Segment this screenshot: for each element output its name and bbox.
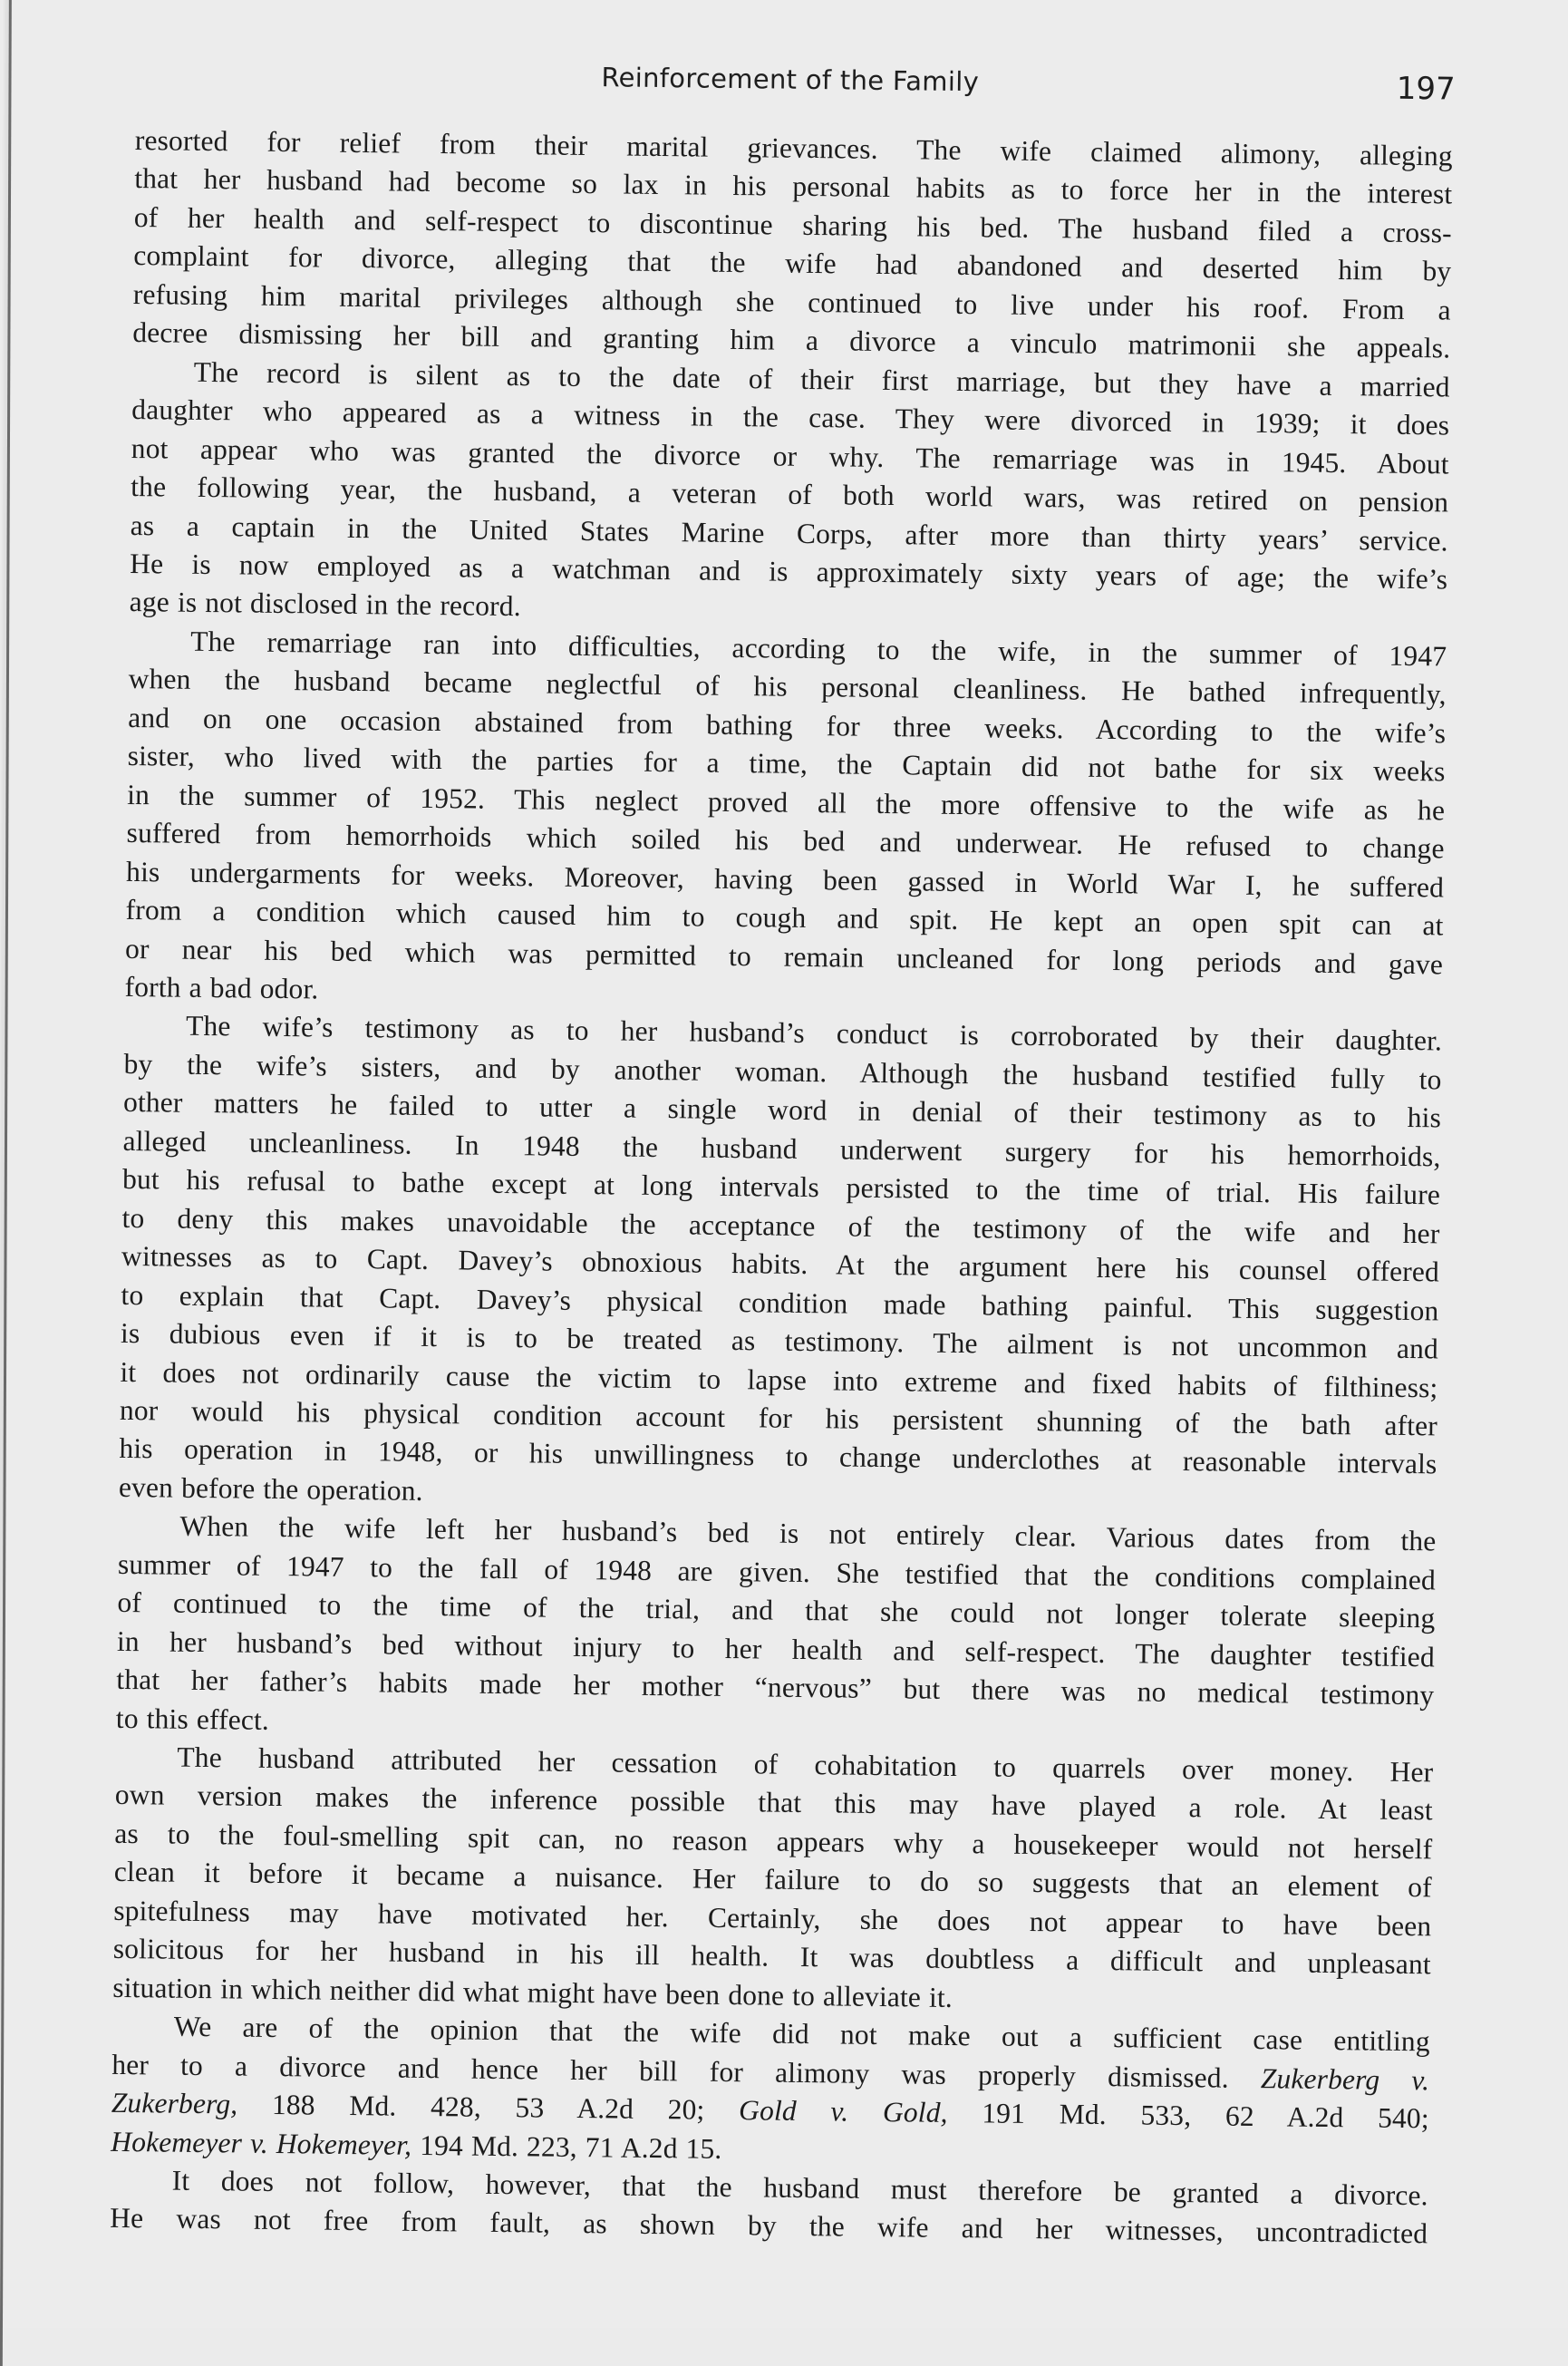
text-line: The wife’s testimony as to her husband’s conduct is corroborated by their daughter. [185, 1010, 1443, 1057]
text-line: that her father’s habits made her mother “nervous” but there was no medical testimony [116, 1663, 1435, 1711]
text-line: in her husband’s bed without injury to her health and self-respect. The daughter testified [116, 1624, 1436, 1673]
text-run: 194 Md. 223, 71 A.2d 15. [411, 2128, 722, 2165]
page-content [110, 56, 1454, 2254]
text-line: of continued to the time of the trial, and that she could not longer tolerate sleeping [117, 1586, 1436, 1634]
text-line: summer of 1947 to the fall of 1948 are given. She testified that the conditions complained [117, 1547, 1437, 1596]
text-line: forth a bad odor. [124, 970, 319, 1005]
text-line: suffered from hemorrhoids which soiled his bed and underwear. He refused to change [126, 817, 1445, 865]
text-line: as a captain in the United States Marine Corps, after more than thirty years’ service. [130, 509, 1448, 558]
text-line: resorted for relief from their marital grievances. The wife claimed alimony, alleging [134, 123, 1453, 172]
text-run: 191 Md. 533, 62 A.2d 540; [947, 2097, 1429, 2135]
text-line: of her health and self-respect to discontinue sharing his bed. The husband filed a cross- [133, 200, 1452, 249]
text-line: He is now employed as a watchman and is approximately sixty years of age; the wife’s [130, 547, 1448, 596]
text-line: and on one occasion abstained from bathing for three weeks. According to the wife’s [128, 701, 1447, 750]
text-line: the following year, the husband, a veteran of both world wars, was retired on pension [131, 470, 1449, 519]
text-line: but his refusal to bathe except at long intervals persisted to the time of trial. His failure [121, 1163, 1441, 1211]
text-line: other matters he failed to utter a single word in denial of their testimony as to his [122, 1086, 1442, 1134]
paragraph [124, 622, 1447, 1023]
text-line: solicitous for her husband in his ill health. It was doubtless a difficult and unpleasant [112, 1933, 1431, 1981]
paragraph [132, 121, 1453, 368]
text-line: The husband attributed her cessation of cohabitation to quarrels over money. Her [177, 1741, 1434, 1789]
text-line: decree dismissing her bill and granting him a divorce a vinculo matrimonii she appeals. [132, 316, 1451, 364]
case-citation-gold: Gold v. Gold, [738, 2094, 948, 2129]
text-line: his operation in 1948, or his unwillingness to change underclothes at reasonable intervals [119, 1432, 1437, 1480]
text-line: when the husband became neglectful of his personal cleanliness. He bathed infrequently, [128, 663, 1447, 711]
case-citation-zukerberg: Zukerberg v. [1260, 2061, 1430, 2097]
text-line: refusing him marital privileges although she continued to live under his roof. From a [132, 277, 1451, 326]
paragraph [129, 353, 1449, 638]
text-line: even before the operation. [118, 1470, 423, 1507]
case-citation-zukerberg: Zukerberg, [111, 2086, 238, 2120]
paragraph [112, 1738, 1433, 2023]
text-line: nor would his physical condition account for his persistent shunning of the bath after [119, 1393, 1438, 1442]
text-line: witnesses as to Capt. Davey’s obnoxious habits. At the argument here his counsel offered [121, 1240, 1440, 1288]
case-citation-hokemeyer: Hokemeyer v. Hokemeyer, [111, 2125, 412, 2161]
text-line: He was not free from fault, as shown by the wife and her witnesses, uncontradicted [110, 2202, 1428, 2250]
text-line: not appear who was granted the divorce or why. The remarriage was in 1945. About [131, 432, 1449, 480]
text-line: to this effect. [115, 1702, 270, 1736]
text-line: The remarriage ran into difficulties, according to the wife, in the summer of 1947 [190, 625, 1447, 673]
text-line: to deny this makes unavoidable the acceptance of the testimony of the wife and her [121, 1201, 1440, 1250]
page-number: 197 [1396, 70, 1456, 108]
running-head [135, 56, 1456, 118]
text-line: clean it before it became a nuisance. Her failure to do so suggests that an element of [113, 1856, 1432, 1904]
text-line: sister, who lived with the parties for a time, the Captain did not bathe for six weeks [127, 740, 1446, 788]
text-line: alleged uncleanliness. In 1948 the husband underwent surgery for his hemorrhoids, [122, 1124, 1441, 1173]
running-title: Reinforcement of the Family [601, 62, 980, 98]
body-text [110, 121, 1453, 2254]
text-run: her to a divorce and hence her bill for alimony was properly dismissed. [111, 2048, 1262, 2094]
text-line: his undergarments for weeks. Moreover, having been gassed in World War I, he suffered [125, 855, 1445, 904]
text-line: The record is silent as to the date of their first marriage, but they have a married [193, 355, 1450, 403]
paragraph [116, 1507, 1437, 1753]
text-line: situation in which neither did what might have been done to alleviate it. [112, 1971, 953, 2013]
text-line: When the wife left her husband’s bed is not entirely clear. Various dates from the [179, 1510, 1437, 1557]
text-line: It does not follow, however, that the husband must therefore be granted a divorce. [171, 2164, 1428, 2212]
text-line: by the wife’s sisters, and by another woman. Although the husband testified fully to [123, 1047, 1442, 1096]
text-line: to explain that Capt. Davey’s physical condition made bathing painful. This suggestion [121, 1278, 1439, 1327]
text-line: or near his bed which was permitted to remain uncleaned for long periods and gave [124, 932, 1444, 980]
paragraph-with-citations [111, 2007, 1430, 2177]
text-line: is dubious even if it is to be treated as testimony. The ailment is not uncommon and [120, 1316, 1439, 1365]
text-line: spitefulness may have motivated her. Certainly, she does not appear to have been [113, 1894, 1432, 1943]
text-line: age is not disclosed in the record. [129, 586, 521, 623]
text-line: own version makes the inference possible that this may have played a role. At least [114, 1779, 1434, 1827]
text-line: as to the foul-smelling spit can, no reason appears why a housekeeper would not herself [114, 1817, 1433, 1866]
text-line: that her husband had become so lax in his personal habits as to force her in the interest [134, 162, 1453, 210]
text-line: We are of the opinion that the wife did not make out a sufficient case entitling [173, 2010, 1430, 2058]
paragraph [119, 1006, 1443, 1522]
text-run: 188 Md. 428, 53 A.2d 20; [237, 2088, 740, 2127]
binding-edge-shadow [0, 0, 12, 2366]
text-line: from a condition which caused him to cough and spit. He kept an open spit can at [125, 893, 1444, 942]
text-line: complaint for divorce, alleging that the wife had abandoned and deserted him by [133, 239, 1452, 287]
text-line: in the summer of 1952. This neglect proved all the more offensive to the wife as he [126, 778, 1446, 827]
paragraph [110, 2161, 1428, 2254]
text-line: daughter who appeared as a witness in the case. They were divorced in 1939; it does [131, 393, 1450, 441]
text-line: it does not ordinarily cause the victim to lapse into extreme and fixed habits of filthiness; [120, 1355, 1438, 1403]
